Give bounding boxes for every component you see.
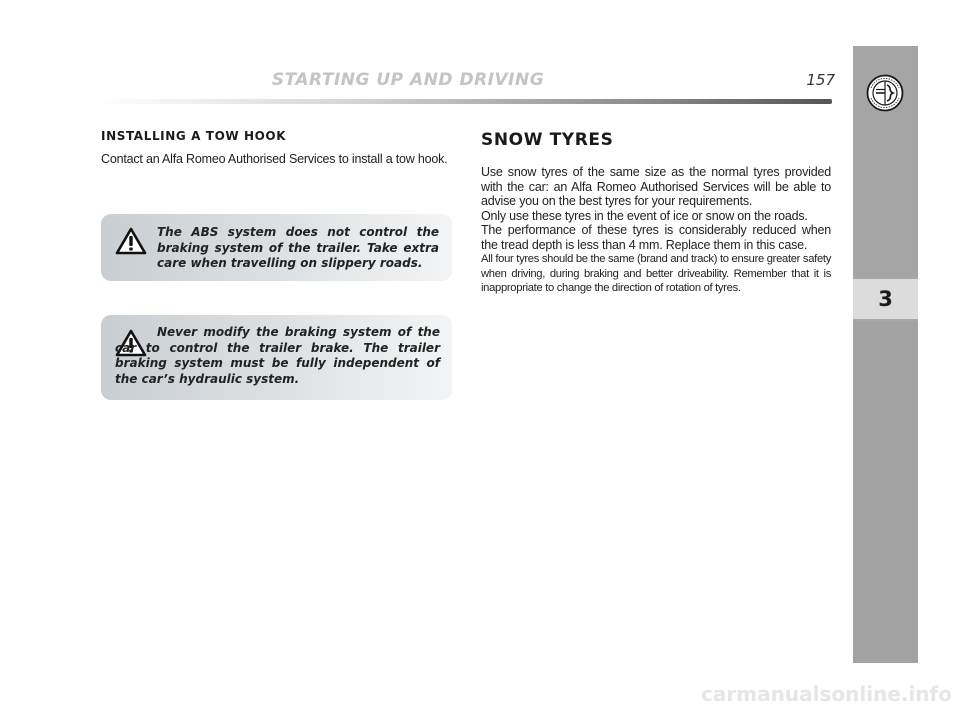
- snow-tyres-paragraph: All four tyres should be the same (brand and track) to ensure greater safety when driving, during braking and better driveability. Remember that it is inappropriate to change the direction of rotation of tyres.: [481, 253, 831, 294]
- snow-tyres-paragraph: Use snow tyres of the same size as the normal tyres provided with the car: an Alfa Romeo Authorised Services will be able to advise you on the best tyres for your requirements.: [481, 165, 831, 208]
- chapter-title: STARTING UP AND DRIVING: [271, 70, 545, 90]
- page-number: 157: [806, 71, 835, 89]
- snow-tyres-paragraph: Only use these tyres in the event of ice or snow on the roads.: [481, 208, 808, 223]
- alfa-romeo-badge-icon: [866, 74, 904, 112]
- snow-tyres-section: [481, 130, 831, 296]
- warning-text: Never modify the braking system of the car to control the trailer brake. The trailer braking system must be fully independent of the car’s hydraulic system.: [115, 325, 440, 386]
- warning-box: [101, 315, 452, 400]
- tow-hook-text: Contact an Alfa Romeo Authorised Services to install a tow hook.: [101, 152, 448, 166]
- snow-tyres-paragraph: The performance of these tyres is considerably reduced when the tread depth is less than 4 mm. Replace them in this case.: [481, 223, 831, 252]
- warning-box: [101, 214, 452, 281]
- warning-triangle-icon: [115, 227, 147, 255]
- side-tab-lower: [853, 321, 918, 663]
- warning-text: The ABS system does not control the braking system of the trailer. Take extra care when travelling on slippery roads.: [157, 225, 439, 270]
- chapter-number: 3: [853, 279, 918, 319]
- header-rule: [100, 99, 832, 104]
- tow-hook-heading: INSTALLING A TOW HOOK: [101, 129, 287, 143]
- tow-hook-section: [101, 129, 453, 167]
- snow-tyres-heading: SNOW TYRES: [481, 130, 614, 150]
- chapter-side-tab: [853, 46, 918, 663]
- watermark: carmanualsonline.info: [701, 682, 952, 706]
